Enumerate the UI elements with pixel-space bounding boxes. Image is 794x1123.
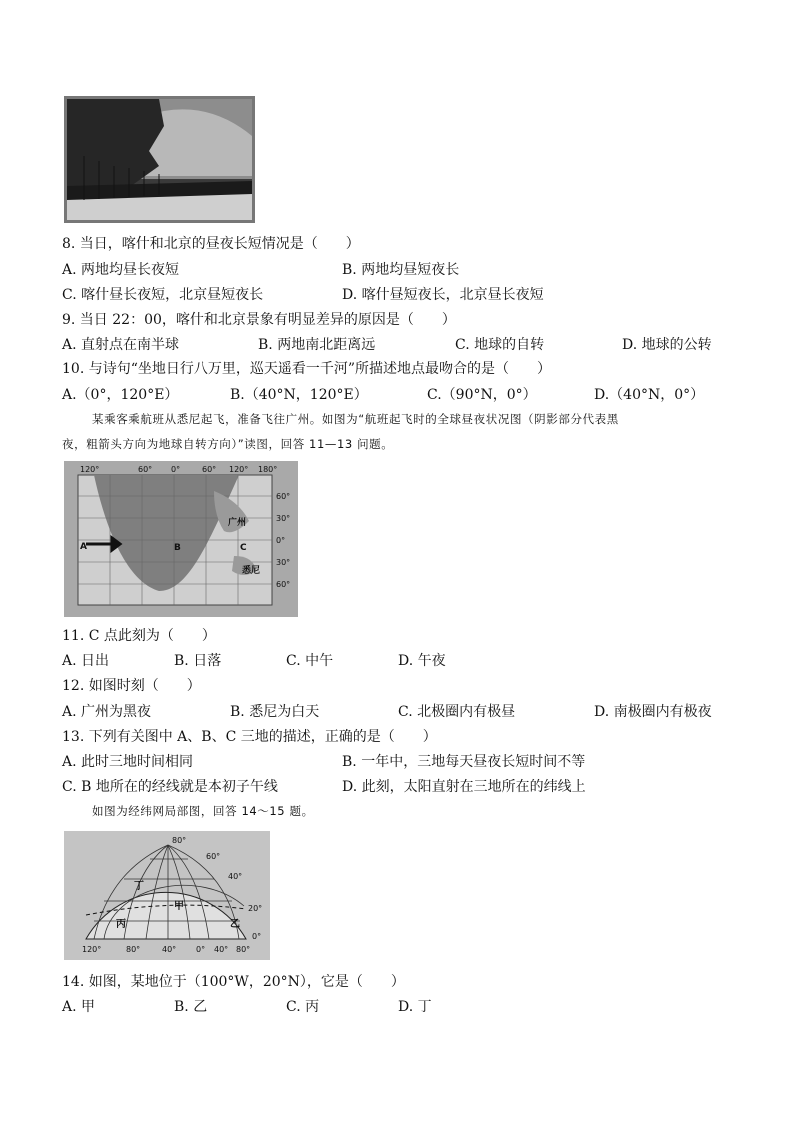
- q13-option-c[interactable]: C. B 地所在的经线就是本初子午线: [62, 779, 278, 795]
- q13-option-a[interactable]: A. 此时三地时间相同: [62, 754, 194, 770]
- graticule-bottom-label: 120°: [82, 945, 102, 954]
- q14-option-c[interactable]: C. 丙: [286, 999, 320, 1015]
- graticule-map: [64, 831, 270, 960]
- q8-option-a[interactable]: A. 两地均昼长夜短: [62, 262, 180, 278]
- question-12-stem: 12. 如图时刻（ ）: [62, 678, 201, 694]
- q14-option-d[interactable]: D. 丁: [398, 999, 432, 1015]
- point-b: B: [174, 543, 181, 553]
- graticule-bottom-label: 40°: [162, 945, 177, 954]
- q10-option-c[interactable]: C.（90°N，0°）: [427, 387, 537, 403]
- map-top-label: 120°: [229, 465, 249, 474]
- graticule-top-label: 0°: [252, 932, 262, 941]
- q11-option-c[interactable]: C. 中午: [286, 653, 334, 669]
- graticule-top-label: 40°: [228, 872, 243, 881]
- map-top-label: 60°: [138, 465, 153, 474]
- place-yi: 乙: [230, 919, 240, 930]
- q10-option-a[interactable]: A.（0°，120°E）: [62, 387, 179, 403]
- graticule-top-label: 60°: [206, 852, 221, 861]
- graticule-bottom-label: 0°: [196, 945, 206, 954]
- q13-option-b[interactable]: B. 一年中，三地每天昼夜长短时间不等: [342, 754, 586, 770]
- map-top-label: 60°: [202, 465, 217, 474]
- map-right-label: 30°: [276, 558, 291, 567]
- place-bing: 丙: [116, 919, 126, 930]
- q9-option-b[interactable]: B. 两地南北距离远: [258, 337, 376, 353]
- point-a: A: [80, 542, 87, 552]
- q12-option-c[interactable]: C. 北极圈内有极昼: [398, 704, 516, 720]
- flight-intro-line1: 某乘客乘航班从悉尼起飞，准备飞往广州。如图为“航班起飞时的全球昼夜状况图（阴影部分代表黑: [92, 412, 619, 426]
- map-top-label: 180°: [258, 465, 278, 474]
- graticule-top-label: 20°: [248, 904, 263, 913]
- question-14-stem: 14. 如图，某地位于（100°W，20°N），它是（ ）: [62, 974, 405, 990]
- point-c: C: [240, 543, 247, 553]
- question-8-stem: 8. 当日，喀什和北京的昼夜长短情况是（ ）: [62, 236, 360, 252]
- guangzhou-label: 广州: [228, 518, 247, 528]
- q10-option-d[interactable]: D.（40°N，0°）: [594, 387, 705, 403]
- q14-option-a[interactable]: A. 甲: [62, 999, 96, 1015]
- graticule-intro: 如图为经纬网局部图，回答 14～15 题。: [92, 804, 314, 818]
- q9-option-a[interactable]: A. 直射点在南半球: [62, 337, 180, 353]
- question-13-stem: 13. 下列有关图中 A、B、C 三地的描述，正确的是（ ）: [62, 729, 437, 745]
- day-night-map: [64, 461, 298, 617]
- q12-option-d[interactable]: D. 南极圈内有极夜: [594, 704, 712, 720]
- map-right-label: 30°: [276, 514, 291, 523]
- q11-option-b[interactable]: B. 日落: [174, 653, 222, 669]
- q14-option-b[interactable]: B. 乙: [174, 999, 208, 1015]
- q12-option-a[interactable]: A. 广州为黑夜: [62, 704, 152, 720]
- map-top-label: 0°: [171, 465, 181, 474]
- q11-option-a[interactable]: A. 日出: [62, 653, 110, 669]
- q8-option-d[interactable]: D. 喀什昼短夜长，北京昼长夜短: [342, 287, 544, 303]
- q13-option-d[interactable]: D. 此刻，太阳直射在三地所在的纬线上: [342, 779, 586, 795]
- map-right-label: 60°: [276, 492, 291, 501]
- q9-option-d[interactable]: D. 地球的公转: [622, 337, 712, 353]
- q12-option-b[interactable]: B. 悉尼为白天: [230, 704, 320, 720]
- place-ding: 丁: [134, 881, 144, 892]
- graticule-bottom-label: 80°: [126, 945, 141, 954]
- q11-option-d[interactable]: D. 午夜: [398, 653, 446, 669]
- question-11-stem: 11. C 点此刻为（ ）: [62, 628, 216, 644]
- map-top-label: 120°: [80, 465, 100, 474]
- graticule-top-label: 80°: [172, 836, 187, 845]
- map-right-label: 60°: [276, 580, 291, 589]
- question-9-stem: 9. 当日 22：00，喀什和北京景象有明显差异的原因是（ ）: [62, 312, 456, 328]
- flight-intro-line2: 夜，粗箭头方向为地球自转方向）”读图，回答 11—13 问题。: [62, 437, 394, 451]
- question-10-stem: 10. 与诗句“坐地日行八万里，巡天遥看一千河”所描述地点最吻合的是（ ）: [62, 361, 552, 377]
- q10-option-b[interactable]: B.（40°N，120°E）: [230, 387, 368, 403]
- graticule-bottom-label: 40°: [214, 945, 229, 954]
- graticule-bottom-label: 80°: [236, 945, 251, 954]
- q8-option-b[interactable]: B. 两地均昼短夜长: [342, 262, 460, 278]
- q8-option-c[interactable]: C. 喀什昼长夜短，北京昼短夜长: [62, 287, 264, 303]
- sydney-label: 悉尼: [242, 566, 261, 576]
- map-right-label: 0°: [276, 536, 286, 545]
- landscape-photo: [64, 96, 255, 223]
- place-jia: 甲: [174, 901, 184, 912]
- q9-option-c[interactable]: C. 地球的自转: [455, 337, 545, 353]
